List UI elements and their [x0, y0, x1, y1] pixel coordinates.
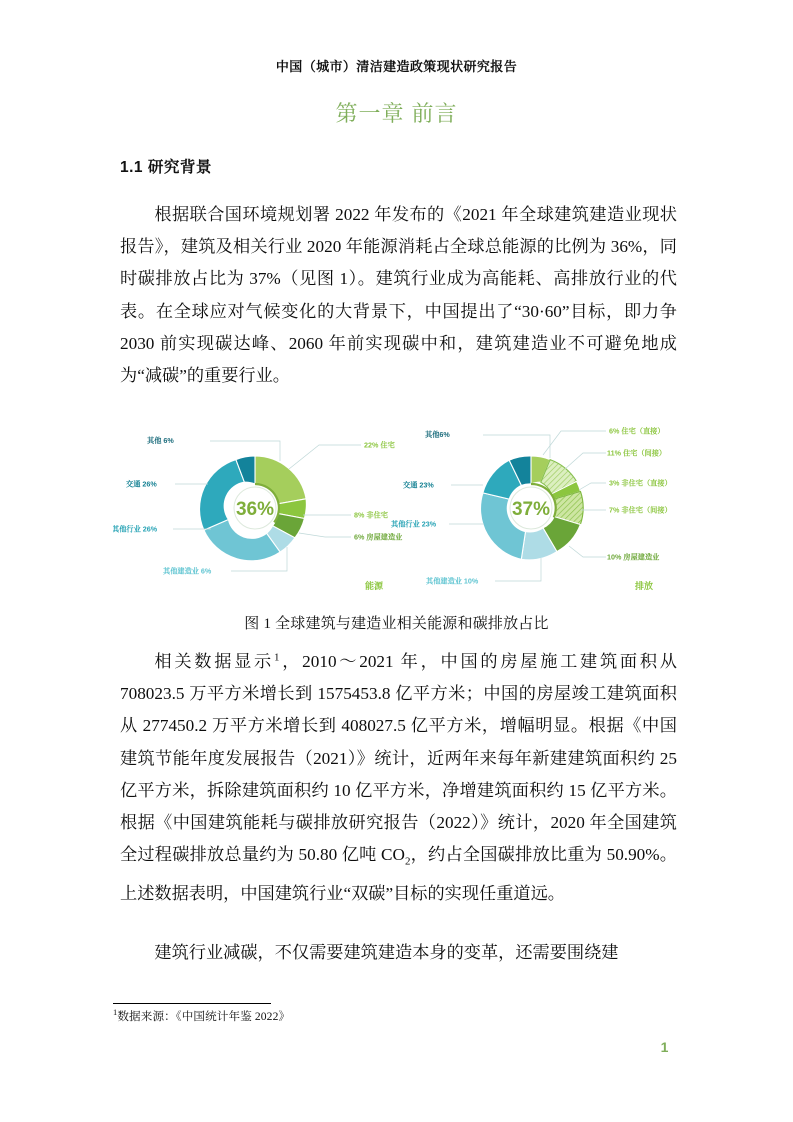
center-value-emissions: 37%	[511, 499, 551, 520]
label-nonresidential-indirect: 7% 非住宅（间接）	[609, 505, 672, 515]
footnote-reference: 1	[274, 651, 280, 664]
label-building-construction-energy: 6% 房屋建造业	[354, 532, 403, 542]
footnote-text: 数据来源：《中国统计年鉴 2022》	[117, 1010, 291, 1023]
segment-residential	[255, 456, 306, 504]
label-other-energy: 其他 6%	[147, 436, 174, 445]
label-transport-energy: 交通 26%	[126, 479, 157, 489]
chart-title-energy: 能源	[365, 581, 384, 591]
label-other-construction-em-text: 其他建造业 10%	[426, 576, 479, 586]
label-other-industry-energy: 其他行业 26%	[113, 524, 158, 534]
donut-chart-energy	[113, 436, 403, 591]
para2-part-b: ，2010～2021 年，中国的房屋施工建筑面积从 708023.5 万平方米增长到 1575453.8 亿平方米；中国的房屋竣工建筑面积从 277450.2 万平方米增长到 408027.5 亿平方米，增幅明显。根据《中国建筑节能年度发展报告（2021）》统计，近两年来每年新建建筑面积约 25 亿平方米，拆除建筑面积约 10 亿平方米，净增建筑面积约 15 亿平方米。根据《中国建筑能耗与碳排放研究报告（2022）》统计，2020 年全国建筑全过程碳排放总量约为 50.80 亿吨 CO	[120, 652, 677, 865]
co2-subscript: 2	[404, 855, 411, 868]
running-header: 中国（城市）清洁建造政策现状研究报告	[275, 59, 518, 74]
section-heading: 1.1 研究背景	[120, 159, 212, 176]
label-other-emissions: 其他6%	[425, 430, 450, 439]
label-residential-energy: 22% 住宅	[364, 440, 395, 450]
label-residential-direct: 6% 住宅（直接）	[609, 426, 665, 436]
donut-charts-svg	[113, 405, 683, 605]
label-other-construction-energy: 其他建造业 6%	[163, 566, 212, 576]
label-residential-indirect: 11% 住宅（间接）	[607, 448, 667, 458]
figure-caption: 图 1 全球建筑与建造业相关能源和碳排放占比	[244, 616, 549, 632]
center-value-energy: 36%	[235, 499, 275, 520]
footnote	[113, 1008, 290, 1024]
chapter-title: 第一章 前言	[335, 101, 458, 126]
paragraph-decarbonization: 建筑行业减碳，不仅需要建筑建造本身的变革，还需要围绕建	[154, 943, 619, 962]
para2-part-c: ，约占全国碳排放比重为 50.90%。上述数据表明，中国建筑行业“双碳”目标的实现任重道远。	[120, 845, 677, 903]
label-building-construction-em-text: 10% 房屋建造业	[607, 552, 660, 562]
donut-chart-emissions	[260, 427, 672, 592]
chart-title-emissions: 排放	[635, 581, 654, 591]
paragraph-china-data	[120, 646, 677, 910]
label-nonresidential-direct: 3% 非住宅（直接）	[609, 478, 672, 488]
footnote-separator	[113, 1003, 271, 1004]
page-number: 1	[660, 1039, 669, 1055]
footnote-number: 1	[113, 1007, 118, 1018]
figure-1-donut-charts	[113, 405, 683, 605]
para2-part-a: 相关数据显示	[154, 652, 274, 671]
paragraph-research-background: 根据联合国环境规划署 2022 年发布的《2021 年全球建筑建造业现状报告》，建筑及相关行业 2020 年能源消耗占全球总能源的比例为 36%，同时碳排放占比为 37%（见图 1）。建筑行业成为高能耗、高排放行业的代表。在全球应对气候变化的大背景下，中国提出了“30·60”目标，即力争 2030 前实现碳达峰、2060 年前实现碳中和，建筑建造业不可避免地成为“减碳”的重要行业。	[120, 205, 677, 386]
label-other-industry-em-text: 其他行业 23%	[391, 519, 437, 529]
label-transport-em-text: 交通 23%	[403, 480, 434, 490]
label-nonresidential-energy: 8% 非住宅	[354, 510, 388, 520]
